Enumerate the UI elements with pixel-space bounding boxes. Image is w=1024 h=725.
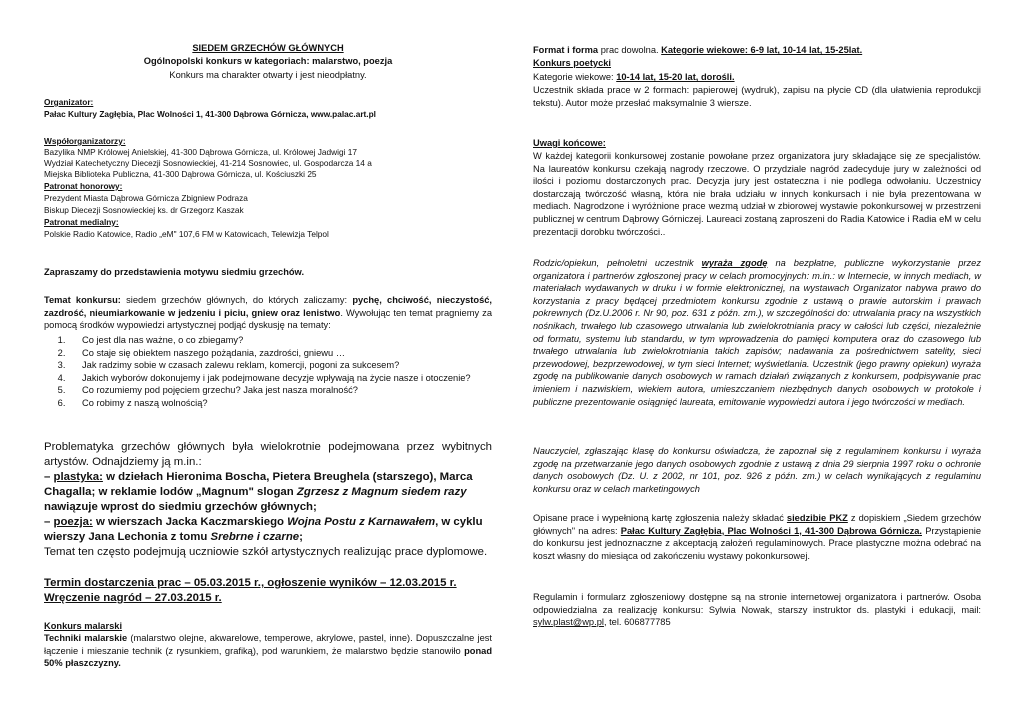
honorary-item: Prezydent Miasta Dąbrowa Górnicza Zbigniew Podraza (44, 193, 248, 203)
techniques-text: (malarstwo olejne, akwarelowe, temperowe, akrylowe, pastel, inne). Dopuszczalne jest łączenie i mieszanie technik (z rysunkiem, grafiką), pod warunkiem, że malarstwo będzie stanowiło (44, 633, 492, 656)
plastyka-paragraph (44, 470, 492, 514)
plastyka-text: w dziełach Hieronima Boscha, Pietera Breughela (starszego), Marca Chagalla; (44, 471, 473, 498)
co-organizers-label: Współorganizatorzy: (44, 136, 126, 146)
remarks-text: W każdej kategorii konkursowej zostanie powołane przez organizatora jury składające się ze specjalistów. Na laureatów konkursu czekają nagrody rzeczowe. O przydziale nagród zadecyduje jury w zależności od ilości i poziomu dostarczonych prac. Decyzja jury jest ostateczna i nie podlega odwołaniu. Uczestnicy dostarczają twórczość własną, która nie brała udziału w innych konkursach i nie była prezentowana w mediach. Nagrodzone i wyróżnione prace wezmą udział w zbiorowej wystawie pokonkursowej w przestrzeni publicznej w centrum Dąbrowy Górniczej. Laureaci zostaną zaproszeni do Radia Katowice i Radia eM w celu prezentacji dorobku twórczości.. (533, 151, 981, 237)
questions-list (44, 334, 492, 410)
co-organizer-item: Wydział Katechetyczny Diecezji Sosnowieckiej, 41-214 Sosnowiec, ul. Gospodarcza 14 a (44, 158, 372, 168)
poezja-label: poezja: (53, 516, 93, 528)
poetry-age: 10-14 lat, 15-20 lat, dorośli. (616, 72, 735, 82)
poezja-paragraph (44, 515, 492, 545)
painting-label: Konkurs malarski (44, 621, 123, 631)
poetry-text: Uczestnik składa prace w 2 formach: papierowej (wydruk), zapisu na płycie CD (dla ułatwienia reprodukcji tekstu). Autor może przesłać maksymalnie 3 wiersze. (533, 85, 981, 108)
consent-emphasis: wyraża zgodę (701, 258, 768, 268)
remarks-label: Uwagi końcowe: (533, 138, 606, 148)
contact-text: , tel. 606877785 (603, 617, 671, 628)
dash: – (44, 516, 51, 528)
submission-paragraph (533, 512, 981, 562)
list-item: 2. Co staje się obiektem naszego pożądania, zazdrości, gniewu … (68, 347, 492, 360)
organizer-label: Organizator: (44, 97, 94, 107)
plastyka-text: nawiązuje wprost do siedmiu grzechów głównych; (44, 500, 317, 513)
poezja-title: Srebrne i czarne (210, 530, 300, 543)
organizer-text: Pałac Kultury Zagłębia, Plac Wolności 1, 41-300 Dąbrowa Górnicza, www.palac.art.pl (44, 109, 376, 119)
plastyka-slogan: Zgrzesz z Magnum siedem razy (296, 485, 467, 498)
co-organizer-item: Miejska Biblioteka Publiczna, 41-300 Dąbrowa Górnicza, ul. Kościuszki 25 (44, 169, 317, 179)
format-line (533, 44, 981, 57)
email-link[interactable]: sylw.plast@wp.pl (533, 617, 604, 628)
list-item: 4. Jakich wyborów dokonujemy i jak podejmowane decyzje wpływają na życie nasze i otoczenie? (68, 372, 492, 385)
submission-text: Przystąpienie do konkursu jest jednoznaczne z akceptacją założeń regulaminowych. Prace plastyczne można odebrać na koszt własny do miesiąca od zakończeniu wystawy pokonkursowej. (533, 525, 981, 561)
teacher-consent: Nauczyciel, zgłaszając klasę do konkursu oświadcza, że zapoznał się z regulaminem konkursu i wyraża zgodę na przetwarzanie jego danych osobowych zgodnie z ustawą z dnia 29 sierpnia 1997 roku o ochronie danych osobowych (Dz. U. z 2002, nr 101, poz. 926 z późn. zm.) w celach wynikających z regulaminu konkursu oraz w celach marketingowych (533, 446, 981, 494)
dash: – (44, 471, 51, 483)
contact-text: Regulamin i formularz zgłoszeniowy dostępne są na stronie internetowej organizatora i partnerów. Osoba odpowiedzialna za realizację konkursu: Sylwia Nowak, starszy instruktor ds. plastyki i edukacji, mail: (533, 592, 981, 615)
format-label: Format i forma (533, 45, 599, 55)
contact-paragraph (533, 591, 981, 629)
poetry-age-prefix: Kategorie wiekowe: (533, 72, 614, 82)
plastyka-text: w reklamie lodów „Magnum" slogan (98, 485, 294, 498)
topic-label: Temat konkursu: (44, 295, 121, 305)
poetry-age-line (533, 71, 981, 84)
consent-paragraph (533, 257, 981, 408)
techniques-label: Techniki malarskie (44, 633, 128, 643)
topic-paragraph (44, 294, 492, 332)
techniques-bold: ponad 50% płaszczyzny. (44, 645, 492, 669)
poezja-text: w wierszach Jacka Kaczmarskiego (95, 516, 284, 528)
submission-text: Opisane prace i wypełnioną kartę zgłoszenia należy składać (533, 513, 784, 523)
format-text: prac dowolna. (600, 45, 659, 55)
page-subtitle: Ogólnopolski konkurs w kategoriach: malarstwo, poezja (143, 56, 393, 66)
invite-text: Zapraszamy do przedstawienia motywu siedmiu grzechów. (44, 267, 305, 277)
award-line: Wręczenie nagród – 27.03.2015 r. (44, 592, 222, 604)
page-title: SIEDEM GRZECHÓW GŁÓWNYCH (192, 43, 344, 53)
list-item: 3. Jak radzimy sobie w czasach zalewu reklam, komercji, pogoni za sukcesem? (68, 359, 492, 372)
co-organizer-item: Bazylika NMP Królowej Anielskiej, 41-300 Dąbrowa Górnicza, ul. Królowej Jadwigi 17 (44, 147, 357, 157)
submission-address: Pałac Kultury Zagłębia, Plac Wolności 1, 41-300 Dąbrowa Górnicza. (620, 525, 922, 536)
media-text: Polskie Radio Katowice, Radio „eM" 107,6 FM w Katowicach, Telewizja Telpol (44, 229, 329, 239)
poetry-label: Konkurs poetycki (533, 58, 612, 68)
topic-intro: siedem grzechów głównych, do których zaliczamy: (126, 295, 348, 305)
plastyka-label: plastyka: (53, 471, 103, 483)
page-note: Konkurs ma charakter otwarty i jest nieodpłatny. (169, 70, 367, 80)
consent-text: Rodzic/opiekun, pełnoletni uczestnik (533, 258, 694, 268)
problem-closing: Temat ten często podejmują uczniowie szkół artystycznych realizując prace dyplomowe. (44, 546, 488, 558)
list-item: 5. Co rozumiemy pod pojęciem grzechu? Jaka jest nasza moralność? (68, 384, 492, 397)
poezja-text: , w cyklu wierszy Jana Lechonia z tomu (44, 516, 483, 543)
age-categories: Kategorie wiekowe: 6-9 lat, 10-14 lat, 15-25lat. (661, 45, 863, 55)
list-item: 6. Co robimy z naszą wolnością? (68, 397, 492, 410)
media-label: Patronat medialny: (44, 217, 119, 227)
submission-seat: siedzibie PKZ (786, 513, 848, 523)
poezja-title: Wojna Postu z Karnawałem (287, 516, 436, 528)
poezja-text: ; (299, 530, 303, 543)
list-item: 1. Co jest dla nas ważne, o co zbiegamy? (68, 334, 492, 347)
topic-sins: pychę, chciwość, nieczystość, zazdrość, nieumiarkowanie w jedzeniu i piciu, gniew oraz lenistwo (44, 295, 493, 318)
deadline-line: Termin dostarczenia prac – 05.03.2015 r., ogłoszenie wyników – 12.03.2015 r. (44, 577, 457, 589)
honorary-item: Biskup Diecezji Sosnowieckiej ks. dr Grzegorz Kaszak (44, 205, 244, 215)
problem-intro: Problematyka grzechów głównych była wielokrotnie podejmowana przez wybitnych artystów. Odnajdziemy ją m.in.: (44, 441, 492, 468)
topic-rest: . Wywołując ten temat pragniemy za pomocą środków wypowiedzi artystycznej podjąć dyskusję na tematy: (44, 307, 492, 331)
painting-techniques (44, 632, 492, 670)
submission-text: z dopiskiem „Siedem grzechów głównych" na adres: (533, 513, 981, 536)
consent-text: na bezpłatne, publiczne wykorzystanie przez organizatora i partnerów zgłoszonej pracy w celach promocyjnych: m.in.: w Internecie, w innych mediach, w materiałach wydawanych w druku i w formie elektronicznej, na wystawach Organizator nabywa prawo do korzystania z pracy będącej przedmiotem konkursu zgodnie z ustawą o prawie autorskim i prawach pokrewnych (Dz.U.2006 r. Nr 90, poz. 631 z późn. zm.), w szczególności do: utrwalania pracy na wszystkich nośnikach, trwałego lub czasowego utrwalania lub zwielokrotniania pracy w całości lub części, niezależnie od formatu, systemu lub standardu, w tym wprowadzenia do pamięci komputera oraz do czasowego lub trwałego utrwalania lub zwielokrotniania takich zapisów; nadawania za pośrednictwem satelity, sieci przewodowej, bezprzewodowej, w tym sieci Internet; wyświetlania. Uczestnik (jego prawny opiekun) wyraża zgodę na publikowanie danych osobowych w ramach działań związanych z konkursem, podpisywanie prac imieniem i nazwiskiem, wiekiem autora, umieszczaniem niezbędnych danych osobowych w protokole i publiczne prezentowanie osiągnięć laureata, emitowanie wypowiedzi autora i jego twórczości w mediach. (533, 258, 981, 407)
honorary-label: Patronat honorowy: (44, 181, 123, 191)
